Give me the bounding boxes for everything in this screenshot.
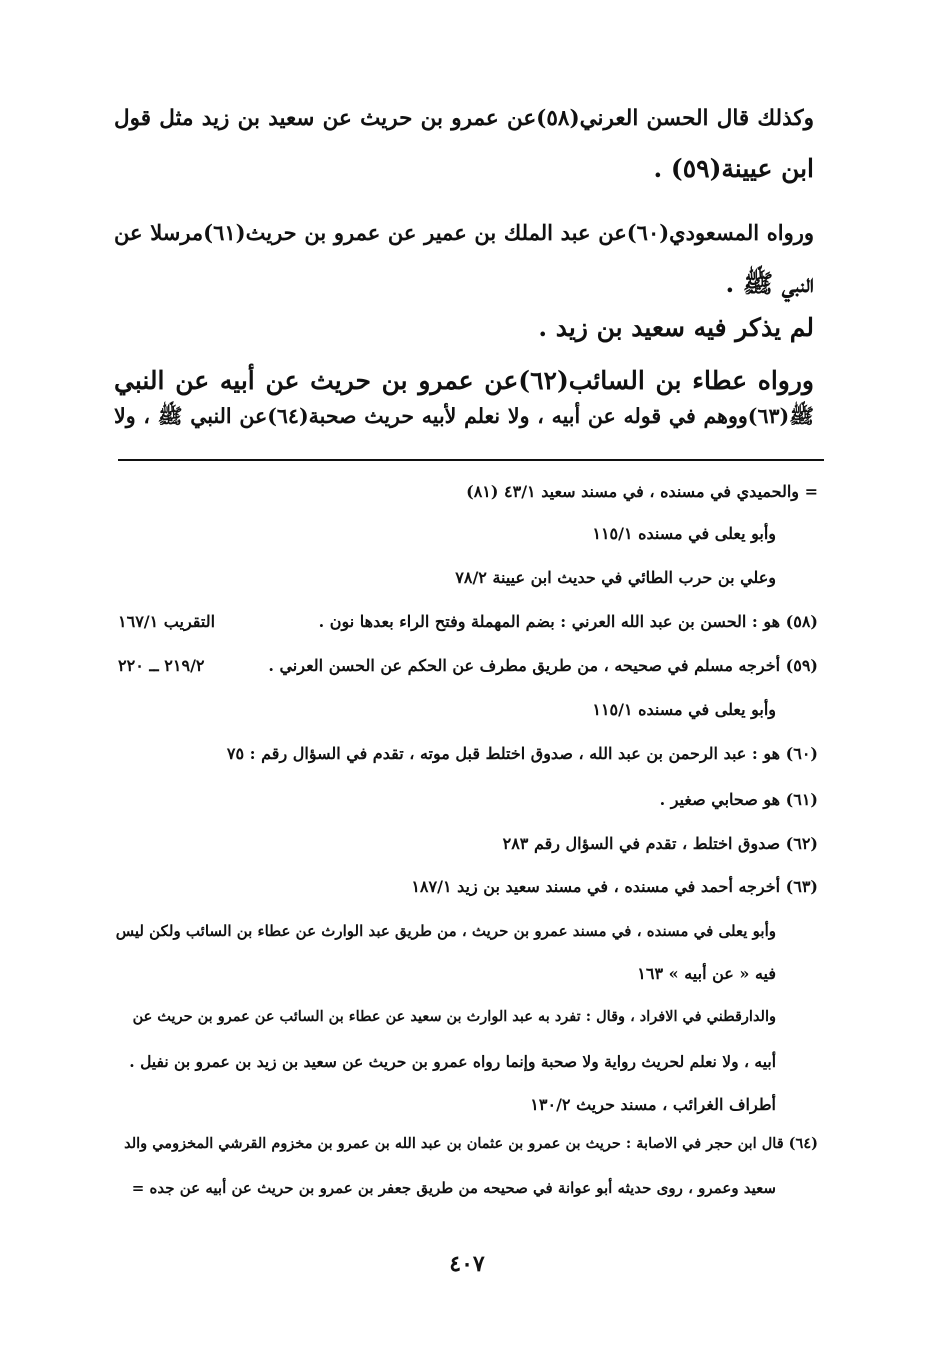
- footnote-separator: [118, 459, 824, 461]
- footnote-64: (٦٤) قال ابن حجر في الاصابة : حريث بن عمرو بن عثمان بن عبد الله بن عمرو بن مخزوم القرشي المخزومي والد: [124, 1135, 818, 1152]
- footnote-64-line: سعيد وعمرو ، روى حديثه أبو عوانة في صحيحه من طريق جعفر بن عمرو بن حريث عن أبيه عن جده =: [131, 1179, 776, 1197]
- main-text-line: لم يذكر فيه سعيد بن زيد .: [538, 313, 814, 342]
- footnote-63-line: أبيه ، ولا نعلم لحريث رواية ولا صحبة وإنما رواه عمرو بن حريث عن سعيد بن زيد بن عمرو بن نفيل .: [129, 1052, 776, 1071]
- main-text-line: ورواه عطاء بن السائب(٦٢)عن عمرو بن حريث عن أبيه عن النبي: [114, 366, 814, 395]
- footnote-58: (٥٨) هو : الحسن بن عبد الله العرني : بضم المهملة وفتح الراء بعدها نون .: [318, 612, 818, 631]
- footnote-63-line: وأبو يعلى في مسنده ، في مسند عمرو بن حريث ، من طريق عبد الوارث عن عطاء بن السائب ولكن ليس: [115, 922, 776, 940]
- footnote-63-line: فيه « عن أبيه » ١٦٣: [637, 964, 776, 983]
- main-text-line: ﷺ(٦٣)ووهم في قوله عن أبيه ، ولا نعلم لأبيه حريث صحبة(٦٤)عن النبي ﷺ ، ولا: [114, 404, 814, 428]
- main-text-line: النبي ﷺ .: [725, 269, 814, 298]
- page-number: ٤٠٧: [449, 1251, 485, 1277]
- footnote-62: (٦٢) صدوق اختلط ، تقدم في السؤال رقم ٢٨٣: [502, 834, 818, 853]
- footnote-63-line: أطراف الغرائب ، مسند حريث ١٣٠/٢: [530, 1095, 776, 1114]
- footnote-61: (٦١) هو صحابي صغير .: [659, 790, 818, 809]
- footnote-63: (٦٣) أخرجه أحمد في مسنده ، في مسند سعيد بن زيد ١٨٧/١: [411, 877, 818, 896]
- footnote-63-line: والدارقطني في الافراد ، وقال : تفرد به عبد الوارث بن سعيد عن عطاء بن السائب عن عمرو بن حريث عن: [132, 1008, 776, 1025]
- footnote-59: (٥٩) أخرجه مسلم في صحيحه ، من طريق مطرف عن الحكم عن الحسن العرني .: [268, 656, 818, 675]
- main-text-line: ورواه المسعودي(٦٠)عن عبد الملك بن عمير عن عمرو بن حريث(٦١)مرسلا عن: [114, 220, 814, 245]
- footnote-60: (٦٠) هو : عبد الرحمن بن عبد الله ، صدوق اختلط قبل موته ، تقدم في السؤال رقم : ٧٥: [226, 744, 818, 763]
- footnote-continuation: وعلي بن حرب الطائي في حديث ابن عيينة ٧٨/٢: [455, 568, 776, 587]
- footnote-continuation: وأبو يعلى في مسنده ١١٥/١: [592, 524, 776, 543]
- main-text-line: ابن عيينة(٥٩) .: [653, 154, 814, 183]
- footnote-continuation: = والحميدي في مسنده ، في مسند سعيد ٤٣/١ (٨١): [466, 482, 818, 501]
- footnote-59-reference: ٢١٩/٢ ــ ٢٢٠: [118, 656, 205, 675]
- footnote-59-line: وأبو يعلى في مسنده ١١٥/١: [592, 700, 776, 719]
- main-text-line: وكذلك قال الحسن العرني(٥٨)عن عمرو بن حريث عن سعيد بن زيد مثل قول: [114, 106, 814, 131]
- footnote-58-reference: التقريب ١٦٧/١: [118, 612, 216, 631]
